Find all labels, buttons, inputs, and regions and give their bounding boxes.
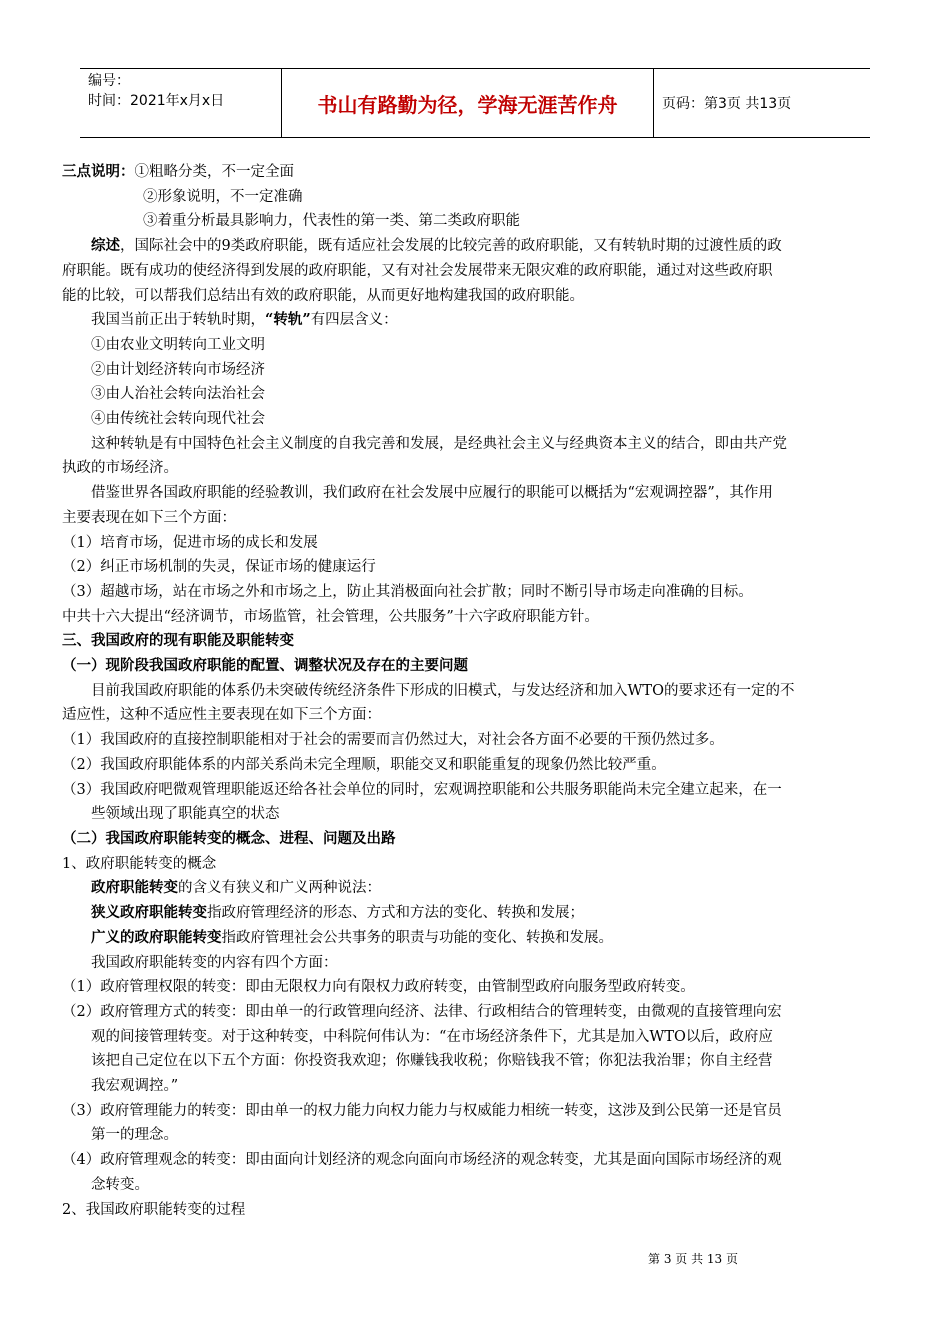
text-line: 念转变。 bbox=[91, 1176, 149, 1193]
subsection-heading: （二）我国政府职能转变的概念、进程、问题及出路 bbox=[62, 829, 396, 847]
text-span: 我国当前正出于转轨时期， bbox=[91, 312, 265, 329]
text-line bbox=[62, 234, 892, 259]
text-span: 的含义有狭义和广义两种说法： bbox=[178, 880, 381, 897]
bold-label: 狭义政府职能转变 bbox=[91, 904, 207, 922]
list-item: （1）培育市场，促进市场的成长和发展 bbox=[62, 534, 318, 551]
text-span: ①粗略分类，不一定全面 bbox=[134, 164, 294, 180]
text-line: 主要表现在如下三个方面： bbox=[62, 509, 236, 526]
document-body bbox=[62, 160, 892, 1222]
bold-label: “转轨” bbox=[265, 311, 311, 329]
header-info-cell bbox=[80, 69, 282, 137]
subsection-heading: （一）现阶段我国政府职能的配置、调整状况及存在的主要问题 bbox=[62, 657, 468, 675]
text-line: 执政的市场经济。 bbox=[62, 460, 178, 477]
list-item: （4）政府管理观念的转变：即由面向计划经济的观念向面向市场经济的观念转变，尤其是面向国际市场经济的观 bbox=[62, 1152, 782, 1169]
list-item: （1）我国政府的直接控制职能相对于社会的需要而言仍然过大，对社会各方面不必要的干预仍然过多。 bbox=[62, 732, 724, 749]
list-item: （2）我国政府职能体系的内部关系尚未完全理顺，职能交叉和职能重复的现象仍然比较严重。 bbox=[62, 756, 666, 773]
page-footer: 第 3 页 共 13 页 bbox=[648, 1252, 738, 1266]
document-number-label: 编号： bbox=[88, 73, 130, 89]
text-span: 指政府管理经济的形态、方式和方法的变化、转换和发展； bbox=[207, 905, 584, 922]
text-line: 中共十六大提出“经济调节，市场监管，社会管理，公共服务”十六字政府职能方针。 bbox=[62, 608, 599, 625]
text-line: 我国政府职能转变的内容有四个方面： bbox=[91, 954, 338, 971]
text-line: 目前我国政府职能的体系仍未突破传统经济条件下形成的旧模式，与发达经济和加入WTO的要求还有一定的不 bbox=[91, 682, 795, 699]
list-item: （3）超越市场，站在市场之外和市场之上，防止其消极面向社会扩散；同时不断引导市场走向准确的目标。 bbox=[62, 583, 753, 600]
header-motto: 书山有路勤为径，学海无涯苦作舟 bbox=[282, 69, 654, 137]
text-span: 有四层含义： bbox=[310, 312, 398, 329]
text-line: 这种转轨是有中国特色社会主义制度的自我完善和发展，是经典社会主义与经典资本主义的结合，即由共产党 bbox=[91, 435, 787, 452]
text-line bbox=[62, 160, 892, 185]
list-item: ④由传统社会转向现代社会 bbox=[91, 411, 265, 428]
text-span: 指政府管理社会公共事务的职责与功能的变化、转换和发展。 bbox=[221, 929, 613, 946]
text-line: 府职能。既有成功的使经济得到发展的政府职能，又有对社会发展带来无限灾难的政府职能，通过对这些政府职 bbox=[62, 262, 773, 279]
text-line: 能的比较，可以帮我们总结出有效的政府职能，从而更好地构建我国的政府职能。 bbox=[62, 287, 584, 304]
text-line bbox=[62, 876, 892, 901]
list-item: （2）纠正市场机制的失灵，保证市场的健康运行 bbox=[62, 559, 376, 576]
list-item: ②由计划经济转向市场经济 bbox=[91, 361, 265, 378]
text-line: ③着重分析最具影响力，代表性的第一类、第二类政府职能 bbox=[143, 213, 520, 230]
text-line: 1、政府职能转变的概念 bbox=[62, 855, 217, 872]
text-line bbox=[62, 901, 892, 926]
text-line: 我宏观调控。” bbox=[91, 1078, 179, 1095]
text-line bbox=[62, 308, 892, 333]
text-span: ，国际社会中的9类政府职能，既有适应社会发展的比较完善的政府职能，又有转轨时期的过渡性质的政 bbox=[120, 238, 782, 255]
document-date: 时间：2021年x月x日 bbox=[88, 93, 225, 109]
header-page-info: 页码：第3页 共13页 bbox=[662, 96, 792, 112]
text-line bbox=[62, 926, 892, 951]
text-line: 适应性，这种不适应性主要表现在如下三个方面： bbox=[62, 707, 381, 724]
text-line: 该把自己定位在以下五个方面：你投资我欢迎；你赚钱我收税；你赔钱我不管；你犯法我治罪；你自主经营 bbox=[91, 1053, 773, 1070]
header-table bbox=[80, 68, 870, 138]
list-item: （1）政府管理权限的转变：即由无限权力向有限权力政府转变，由管制型政府向服务型政府转变。 bbox=[62, 979, 695, 996]
text-line: 些领域出现了职能真空的状态 bbox=[91, 806, 280, 823]
text-line: 借鉴世界各国政府职能的经验教训，我们政府在社会发展中应履行的职能可以概括为“宏观调控器”，其作用 bbox=[91, 485, 773, 502]
text-line: 观的间接管理转变。对于这种转变，中科院何伟认为：“在市场经济条件下，尤其是加入WTO以后，政府应 bbox=[91, 1028, 773, 1045]
list-item: ①由农业文明转向工业文明 bbox=[91, 336, 265, 353]
bold-label: 综述 bbox=[91, 237, 120, 255]
text-line: 2、我国政府职能转变的过程 bbox=[62, 1201, 246, 1218]
bold-label: 三点说明： bbox=[62, 163, 135, 180]
text-line: ②形象说明，不一定准确 bbox=[143, 188, 303, 205]
bold-label: 政府职能转变 bbox=[91, 879, 178, 897]
section-heading: 三、我国政府的现有职能及职能转变 bbox=[62, 632, 294, 650]
list-item: （3）政府管理能力的转变：即由单一的权力能力向权力能力与权威能力相统一转变，这涉及到公民第一还是官员 bbox=[62, 1102, 782, 1119]
text-line: 第一的理念。 bbox=[91, 1127, 178, 1144]
bold-label: 广义的政府职能转变 bbox=[91, 928, 222, 946]
list-item: （2）政府管理方式的转变：即由单一的行政管理向经济、法律、行政相结合的管理转变，由微观的直接管理向宏 bbox=[62, 1003, 782, 1020]
list-item: ③由人治社会转向法治社会 bbox=[91, 386, 265, 403]
list-item: （3）我国政府吧微观管理职能返还给各社会单位的同时，宏观调控职能和公共服务职能尚未完全建立起来，在一 bbox=[62, 781, 782, 798]
